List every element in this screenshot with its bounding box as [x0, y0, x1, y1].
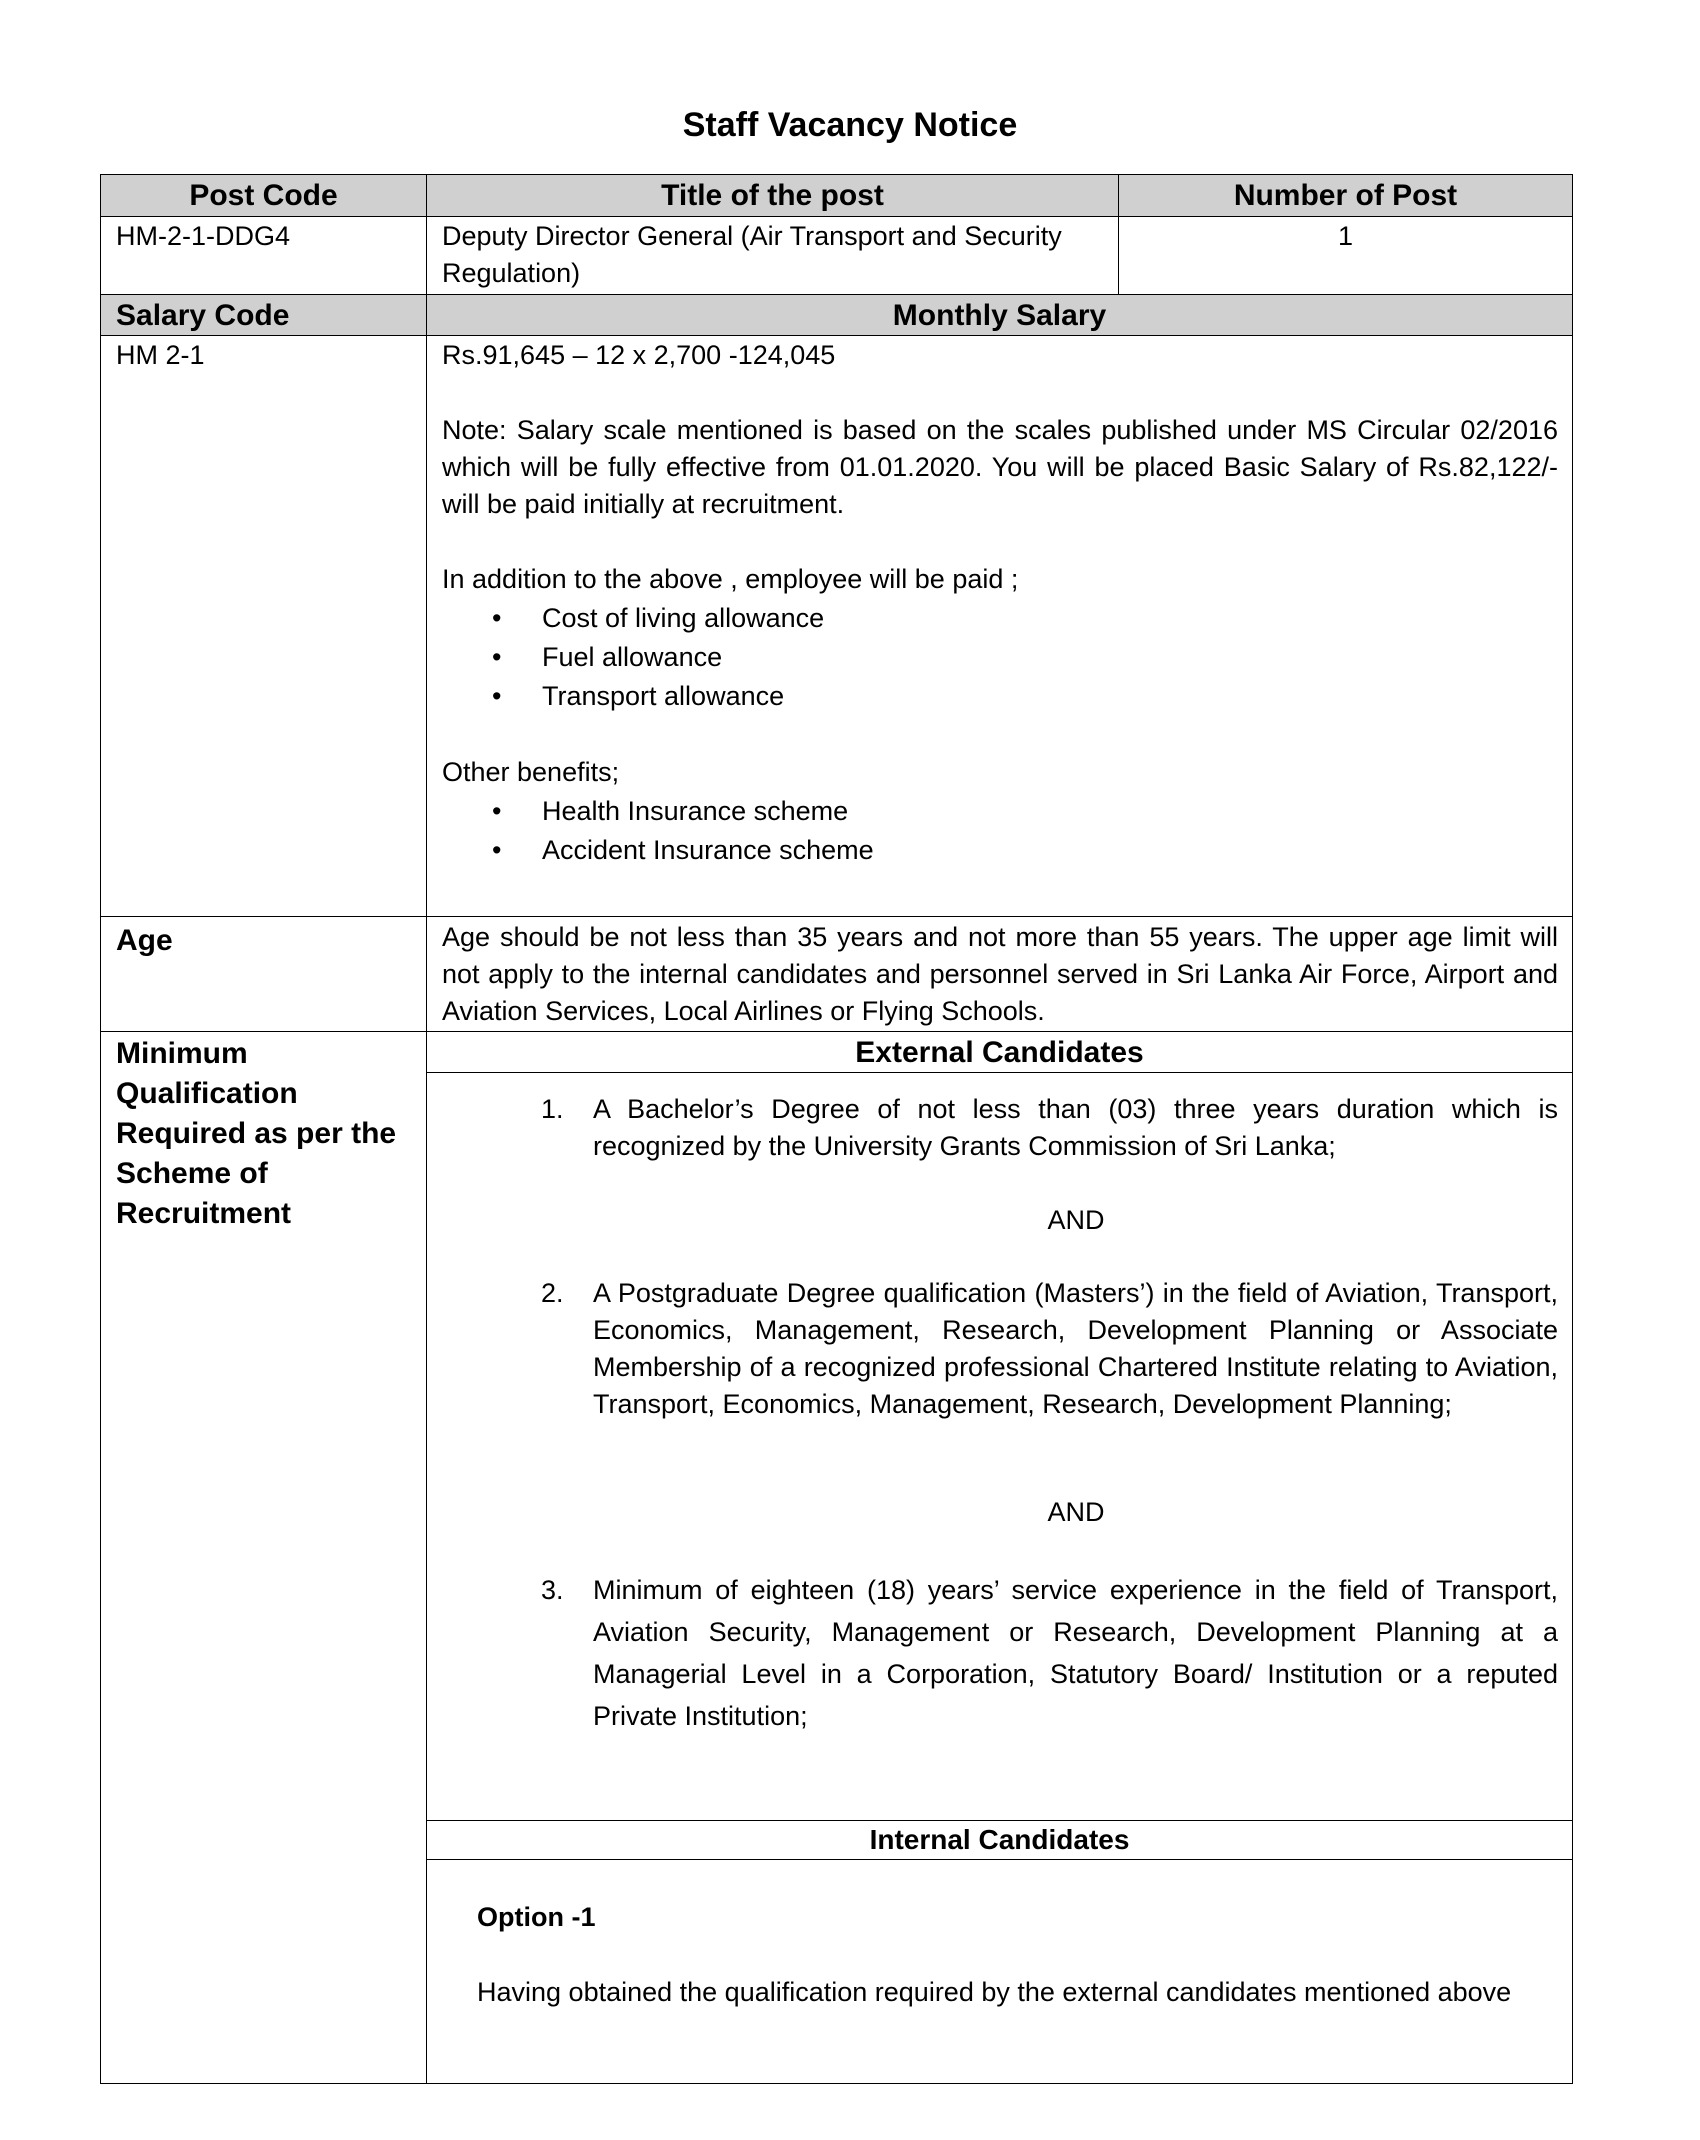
post-code-header: Post Code [189, 179, 338, 212]
allowances-list [442, 600, 1442, 717]
allowances-intro: In addition to the above , employee will be paid ; [442, 564, 1019, 594]
rule-above-age [100, 916, 1573, 917]
list-item [541, 1275, 1558, 1465]
salary-code-header: Salary Code [116, 299, 290, 332]
option-text: Having obtained the qualification required by the external candidates mentioned above [477, 1977, 1512, 2007]
list-item [541, 1569, 1558, 1739]
list-item: • Accident Insurance scheme [442, 832, 1442, 871]
post-title-value: Deputy Director General (Air Transport and Security Regulation) [442, 221, 1062, 288]
age-text: Age should be not less than 35 years and not more than 55 years. The upper age limit will not apply to the internal candidates and personnel served in Sri Lanka Air Force, Airport and Aviation Services, Local Airlines or Flying Schools. [442, 922, 1558, 1026]
item-text: Minimum of eighteen (18) years’ service experience in the field of Transport, Aviation Security, Management or Research, Development Planning at a Managerial Level in a Corporation, Statutory Board/ Institution or a reputed Private Institution; [593, 1575, 1558, 1731]
page-title: Staff Vacancy Notice [682, 106, 1018, 144]
option-title: Option -1 [477, 1902, 596, 1932]
rule-below-internal-heading [427, 1859, 1573, 1860]
list-item: • Fuel allowance [442, 639, 1442, 678]
monthly-salary-header: Monthly Salary [892, 299, 1107, 332]
number-of-post-header: Number of Post [1233, 179, 1458, 212]
item-number: 2. [541, 1278, 564, 1308]
and-separator: AND [1047, 1205, 1105, 1235]
item-number: 3. [541, 1575, 564, 1605]
age-label: Age [116, 924, 173, 957]
internal-candidates-heading: Internal Candidates [869, 1824, 1130, 1855]
list-item: • Health Insurance scheme [442, 793, 1442, 832]
post-count-value: 1 [1337, 221, 1354, 251]
title-of-post-header: Title of the post [661, 179, 884, 212]
col-divider-1 [426, 174, 427, 2084]
benefits-list [442, 793, 1442, 871]
salary-note: Note: Salary scale mentioned is based on the scales published under MS Circular 02/2016 which will be fully effective from 01.01.2020. You will be placed Basic Salary of Rs.82,122/- will be paid initially at recruitment. [442, 415, 1558, 519]
item-text: A Bachelor’s Degree of not less than (03) three years duration which is recognized by the University Grants Commission of Sri Lanka; [593, 1094, 1558, 1161]
item-text: A Postgraduate Degree qualification (Masters’) in the field of Aviation, Transport, Economics, Management, Research, Development Planning or Associate Membership of a recognized professional Chartered Institute relating to Aviation, Transport, Economics, Management, Research, Development Planning; [593, 1278, 1558, 1419]
item-number: 1. [541, 1094, 564, 1124]
rule-below-header [100, 216, 1573, 217]
list-item [541, 1091, 1558, 1171]
list-item: • Cost of living allowance [442, 600, 1442, 639]
salary-code-value: HM 2-1 [116, 340, 205, 370]
post-code-value: HM-2-1-DDG4 [116, 221, 291, 251]
rule-above-qualification [100, 1031, 1573, 1032]
and-separator: AND [1047, 1497, 1105, 1527]
rule-above-salary [100, 294, 1573, 295]
benefits-intro: Other benefits; [442, 757, 620, 787]
qualification-label: Minimum Qualification Required as per the Scheme of Recruitment [116, 1037, 397, 1230]
salary-scale: Rs.91,645 – 12 x 2,700 -124,045 [442, 340, 836, 370]
external-candidates-heading: External Candidates [855, 1036, 1144, 1069]
list-item: • Transport allowance [442, 678, 1442, 717]
